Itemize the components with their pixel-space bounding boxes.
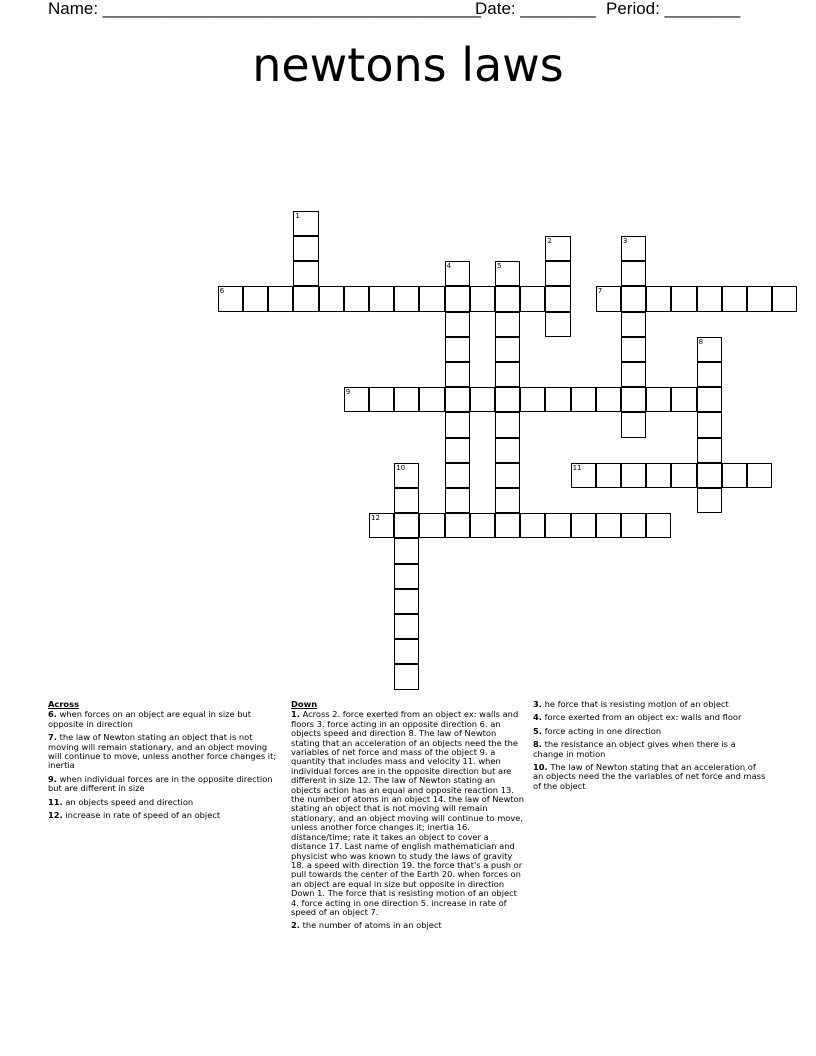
grid-cell[interactable] — [697, 387, 722, 412]
clue-item-text: force acting in one direction — [544, 725, 662, 736]
clue-item-number: 5. — [533, 725, 542, 736]
grid-cell[interactable] — [621, 412, 646, 437]
grid-cell[interactable] — [621, 337, 646, 362]
grid-cell[interactable] — [545, 236, 570, 261]
grid-cell[interactable] — [369, 513, 394, 538]
clue-item-text: increase in rate of speed of an object — [65, 810, 221, 821]
grid-cell[interactable] — [495, 488, 520, 513]
down-clues-continued — [533, 700, 767, 795]
grid-cell[interactable] — [671, 387, 696, 412]
clue-number: 3 — [623, 237, 628, 245]
grid-cell[interactable] — [646, 513, 671, 538]
grid-cell[interactable] — [545, 387, 570, 412]
grid-cell[interactable] — [697, 362, 722, 387]
clue-number: 11 — [572, 463, 582, 472]
grid-cell[interactable] — [495, 261, 520, 286]
grid-cell[interactable] — [697, 412, 722, 437]
grid-cell[interactable] — [394, 387, 419, 412]
grid-cell[interactable] — [697, 463, 722, 488]
grid-cell[interactable] — [520, 387, 545, 412]
grid-cell[interactable] — [671, 286, 696, 311]
grid-cell[interactable] — [419, 513, 444, 538]
grid-cell[interactable] — [394, 614, 419, 639]
down-clues — [291, 700, 525, 935]
clue-item-number: 8. — [533, 739, 542, 750]
grid-cell[interactable] — [520, 286, 545, 311]
grid-cell[interactable] — [445, 261, 470, 286]
clue-item — [291, 921, 525, 930]
clue-item — [533, 740, 767, 759]
grid-cell[interactable] — [218, 286, 243, 311]
grid-cell[interactable] — [495, 463, 520, 488]
grid-cell[interactable] — [621, 513, 646, 538]
clue-item-number: 12. — [48, 810, 63, 821]
date-field[interactable]: Date: ________ — [475, 0, 596, 18]
clue-number: 5 — [497, 262, 502, 271]
clue-item — [48, 811, 282, 820]
clue-item — [533, 763, 767, 791]
grid-cell[interactable] — [445, 412, 470, 437]
clue-item-number: 9. — [48, 773, 57, 784]
clue-item-number: 10. — [533, 762, 548, 773]
grid-cell[interactable] — [293, 261, 318, 286]
grid-cell[interactable] — [520, 513, 545, 538]
grid-cell[interactable] — [445, 286, 470, 311]
clue-item-text: the number of atoms in an object — [302, 920, 442, 931]
grid-cell[interactable] — [394, 664, 419, 689]
clue-item-number: 4. — [533, 712, 542, 723]
grid-cell[interactable] — [445, 488, 470, 513]
grid-cell[interactable] — [621, 362, 646, 387]
clue-item-text: an objects speed and direction — [65, 796, 194, 807]
grid-cell[interactable] — [596, 286, 621, 311]
grid-cell[interactable] — [470, 387, 495, 412]
clue-number: 6 — [219, 287, 225, 296]
clue-item-number: 3. — [533, 699, 542, 709]
grid-cell[interactable] — [621, 387, 646, 412]
grid-cell[interactable] — [293, 236, 318, 261]
grid-cell[interactable] — [621, 236, 646, 261]
grid-cell[interactable] — [747, 463, 772, 488]
grid-cell[interactable] — [394, 463, 419, 488]
grid-cell[interactable] — [394, 488, 419, 513]
clue-item-text: when forces on an object are equal in size but opposite in direction — [48, 709, 252, 729]
clue-item-text: The law of Newton stating that an acceleration of an objects need the the variables of net force and mass of the object — [533, 762, 766, 791]
clue-item — [533, 713, 767, 722]
grid-cell[interactable] — [596, 513, 621, 538]
grid-cell[interactable] — [268, 286, 293, 311]
grid-cell[interactable] — [369, 286, 394, 311]
grid-cell[interactable] — [344, 286, 369, 311]
grid-cell[interactable] — [495, 337, 520, 362]
grid-cell[interactable] — [445, 463, 470, 488]
clue-item — [533, 700, 767, 709]
grid-cell[interactable] — [495, 513, 520, 538]
clue-number: 8 — [698, 337, 704, 346]
grid-cell[interactable] — [445, 513, 470, 538]
clue-item-number: 7. — [48, 732, 57, 743]
down-heading: Down — [291, 699, 318, 709]
clue-item-number: 11. — [48, 796, 63, 807]
clue-item — [48, 710, 282, 729]
grid-cell[interactable] — [495, 312, 520, 337]
clue-number: 7 — [597, 287, 603, 296]
grid-cell[interactable] — [621, 312, 646, 337]
clue-item-text: he force that is resisting motion of an object — [544, 699, 729, 709]
grid-cell[interactable] — [445, 337, 470, 362]
grid-cell[interactable] — [470, 513, 495, 538]
clue-item — [48, 798, 282, 807]
grid-cell[interactable] — [621, 261, 646, 286]
clue-item — [48, 775, 282, 794]
grid-cell[interactable] — [596, 463, 621, 488]
grid-cell[interactable] — [545, 261, 570, 286]
puzzle-title: newtons laws — [252, 38, 564, 92]
name-field[interactable]: Name: ________________________________________ — [48, 0, 481, 18]
across-heading: Across — [48, 699, 80, 709]
clue-item-text: Across 2. force exerted from an object ex: walls and floors 3. force acting in an opposite direction 6. an objects speed and direction 8. The law of Newton stating that an acceleration of an objects need the the variables of net force and mass of the object 9. a quantity that includes mass and velocity 11. when individual forces are in the opposite direction but are different in size 12. The law of Newton stating an objects action has an equal and opposite reaction 13. the number of atoms in an object 14. the law of Newton stating an object that is not moving will remain stationary, and an object moving will continue to move, unless another force changes it; inertia 16. distance/time; rate it takes an object to cover a distance 17. Last name of english mathematician and physicist who was known to study the laws of gravity 18. a speed with direction 19. the force that's a push or pull towards the center of the Earth 20. when forces on an object are equal in size but opposite in direction Down 1. The force that is resisting motion of an object 4. force acting in one direction 5. increase in rate of speed of an object 7. — [291, 709, 524, 917]
clue-item — [291, 710, 525, 917]
grid-cell[interactable] — [772, 286, 797, 311]
clue-item-text: the resistance an object gives when there is a change in motion — [533, 739, 736, 759]
grid-cell[interactable] — [722, 286, 747, 311]
clue-item-text: when individual forces are in the opposite direction but are different in size — [48, 773, 273, 794]
grid-cell[interactable] — [571, 463, 596, 488]
grid-cell[interactable] — [394, 589, 419, 614]
clue-number: 9 — [345, 388, 351, 397]
clue-item — [48, 733, 282, 771]
grid-cell[interactable] — [646, 463, 671, 488]
grid-cell[interactable] — [293, 286, 318, 311]
clue-item-number: 1. — [291, 709, 300, 720]
grid-cell[interactable] — [445, 387, 470, 412]
grid-cell[interactable] — [545, 312, 570, 337]
grid-cell[interactable] — [621, 286, 646, 311]
grid-cell[interactable] — [419, 286, 444, 311]
clue-number: 10 — [396, 463, 406, 472]
clue-item — [533, 727, 767, 736]
grid-cell[interactable] — [545, 286, 570, 311]
grid-cell[interactable] — [394, 286, 419, 311]
clue-item-number: 2. — [291, 920, 300, 931]
grid-cell[interactable] — [722, 463, 747, 488]
grid-cell[interactable] — [344, 387, 369, 412]
across-clues — [48, 700, 282, 824]
grid-cell[interactable] — [243, 286, 268, 311]
grid-cell[interactable] — [470, 286, 495, 311]
period-field[interactable]: Period: ________ — [606, 0, 741, 18]
grid-cell[interactable] — [495, 362, 520, 387]
clue-number: 12 — [371, 514, 380, 523]
grid-cell[interactable] — [394, 513, 419, 538]
grid-cell[interactable] — [596, 387, 621, 412]
grid-cell[interactable] — [697, 337, 722, 362]
clue-item-text: the law of Newton stating an object that is not moving will remain stationary, and an object moving will continue to move, unless another force changes it; inertia — [48, 732, 277, 771]
grid-cell[interactable] — [369, 387, 394, 412]
grid-cell[interactable] — [419, 387, 444, 412]
grid-cell[interactable] — [394, 538, 419, 563]
clue-item-number: 6. — [48, 709, 57, 720]
grid-cell[interactable] — [445, 362, 470, 387]
grid-cell[interactable] — [394, 639, 419, 664]
grid-cell[interactable] — [545, 513, 570, 538]
grid-cell[interactable] — [571, 513, 596, 538]
clue-number: 4 — [446, 262, 452, 271]
grid-cell[interactable] — [621, 463, 646, 488]
grid-cell[interactable] — [293, 211, 318, 236]
grid-cell[interactable] — [319, 286, 344, 311]
grid-cell[interactable] — [445, 438, 470, 463]
grid-cell[interactable] — [571, 387, 596, 412]
grid-cell[interactable] — [697, 438, 722, 463]
clue-number: 1 — [295, 211, 300, 220]
grid-cell[interactable] — [671, 463, 696, 488]
clue-number: 2 — [547, 237, 552, 245]
grid-cell[interactable] — [697, 286, 722, 311]
grid-cell[interactable] — [646, 286, 671, 311]
grid-cell[interactable] — [394, 564, 419, 589]
grid-cell[interactable] — [495, 286, 520, 311]
grid-cell[interactable] — [495, 387, 520, 412]
grid-cell[interactable] — [495, 438, 520, 463]
grid-cell[interactable] — [747, 286, 772, 311]
grid-cell[interactable] — [697, 488, 722, 513]
grid-cell[interactable] — [646, 387, 671, 412]
grid-cell[interactable] — [495, 412, 520, 437]
clue-item-text: force exerted from an object ex: walls and floor — [544, 712, 742, 723]
grid-cell[interactable] — [445, 312, 470, 337]
